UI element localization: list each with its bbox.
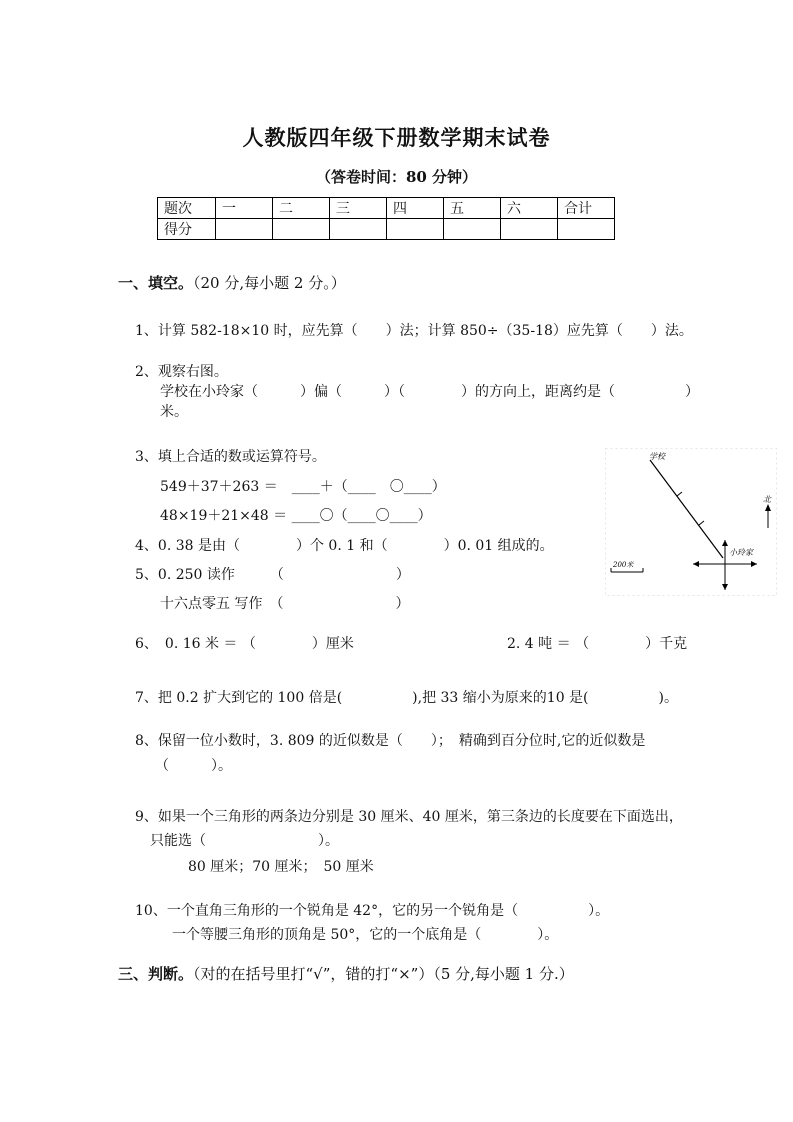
question-10-line-2: 一个等腰三角形的顶角是 50°，它的一个底角是（ ）。 (172, 927, 559, 943)
school-to-home-line (650, 460, 723, 558)
north-label: 北 (763, 495, 771, 504)
question-9-line-2: 只能选（ ）。 (150, 833, 339, 849)
score-input-cell[interactable] (330, 219, 387, 240)
score-input-cell[interactable] (444, 219, 501, 240)
score-input-cell[interactable] (273, 219, 330, 240)
question-2-line-3: 米。 (160, 404, 188, 420)
score-input-cell[interactable] (501, 219, 558, 240)
distance-tick (677, 492, 682, 496)
section-1-heading (118, 272, 346, 293)
score-table-header-row (158, 198, 615, 219)
distance-tick (699, 521, 704, 525)
school-label: 学校 (649, 452, 665, 461)
south-arrow-icon (722, 584, 728, 590)
question-9-line-1: 9、如果一个三角形的两条边分别是 30 厘米、40 厘米，第三条边的长度要在下面选出， (135, 809, 683, 825)
question-8-line-2: （ ）。 (155, 758, 232, 774)
question-9-options: 80 厘米；70 厘米； 50 厘米 (188, 859, 374, 875)
question-3-line-2: 549＋37＋263 ＝ ____＋（____ 〇____） (160, 479, 446, 495)
question-2-line-2: 学校在小玲家（ ）偏（ ）（ ）的方向上，距离约是（ ） (160, 384, 699, 400)
section-1-title: 一、填空。 (118, 274, 194, 292)
score-cell: 六 (501, 198, 558, 219)
west-arrow-icon (693, 561, 699, 567)
score-cell: 五 (444, 198, 501, 219)
question-5-line-1: 5、0. 250 读作 （ ） (135, 567, 410, 583)
score-input-cell[interactable] (387, 219, 444, 240)
north-indicator-arrow-icon (765, 504, 771, 511)
question-8-line-1: 8、保留一位小数时，3. 809 的近似数是（ ）； 精确到百分位时,它的近似数是 (135, 733, 646, 749)
score-table-score-row (158, 219, 615, 240)
score-table (157, 197, 615, 240)
score-input-cell[interactable] (558, 219, 615, 240)
score-cell: 合计 (558, 198, 615, 219)
score-cell: 题次 (158, 198, 216, 219)
question-6-part-2: 2. 4 吨 ＝ （ ）千克 (507, 636, 688, 652)
scale-label: 200米 (613, 561, 634, 569)
section-1-note: （20 分,每小题 2 分。） (193, 274, 346, 292)
section-3-heading (118, 963, 574, 984)
home-label: 小玲家 (729, 548, 753, 557)
score-cell: 二 (273, 198, 330, 219)
section-3-title: 三、判断。 (118, 965, 194, 983)
section-3-note: （对的在括号里打“√”，错的打“×”）（5 分,每小题 1 分.） (193, 965, 574, 983)
direction-map (605, 448, 777, 596)
score-cell: 一 (216, 198, 273, 219)
question-5-line-2: 十六点零五 写作 （ ） (160, 596, 410, 612)
question-10-line-1: 10、一个直角三角形的一个锐角是 42°，它的另一个锐角是（ ）。 (135, 903, 610, 919)
question-3-line-3: 48×19＋21×48 ＝ ____〇（____〇____） (160, 508, 432, 524)
score-cell: 得分 (158, 219, 216, 240)
exam-duration: （答卷时间：80 分钟） (315, 168, 478, 186)
direction-map-drawing (605, 448, 777, 596)
question-7: 7、把 0.2 扩大到它的 100 倍是( ),把 33 缩小为原来的10 是( )。 (135, 690, 678, 706)
east-arrow-icon (751, 561, 757, 567)
question-2-line-1: 2、观察右图。 (135, 364, 228, 380)
question-6-part-1: 6、 0. 16 米 ＝ （ ）厘米 (135, 636, 354, 652)
score-cell: 四 (387, 198, 444, 219)
question-4: 4、0. 38 是由（ ）个 0. 1 和（ ）0. 01 组成的。 (135, 538, 554, 554)
question-1: 1、计算 582-18×10 时，应先算（ ）法；计算 850÷（35-18）应先算（ ）法。 (135, 323, 693, 339)
map-frame (606, 449, 777, 596)
score-cell: 三 (330, 198, 387, 219)
question-3-line-1: 3、填上合适的数或运算符号。 (135, 449, 326, 465)
page-title: 人教版四年级下册数学期末试卷 (242, 126, 551, 150)
score-input-cell[interactable] (216, 219, 273, 240)
north-arrow-icon (722, 540, 728, 546)
